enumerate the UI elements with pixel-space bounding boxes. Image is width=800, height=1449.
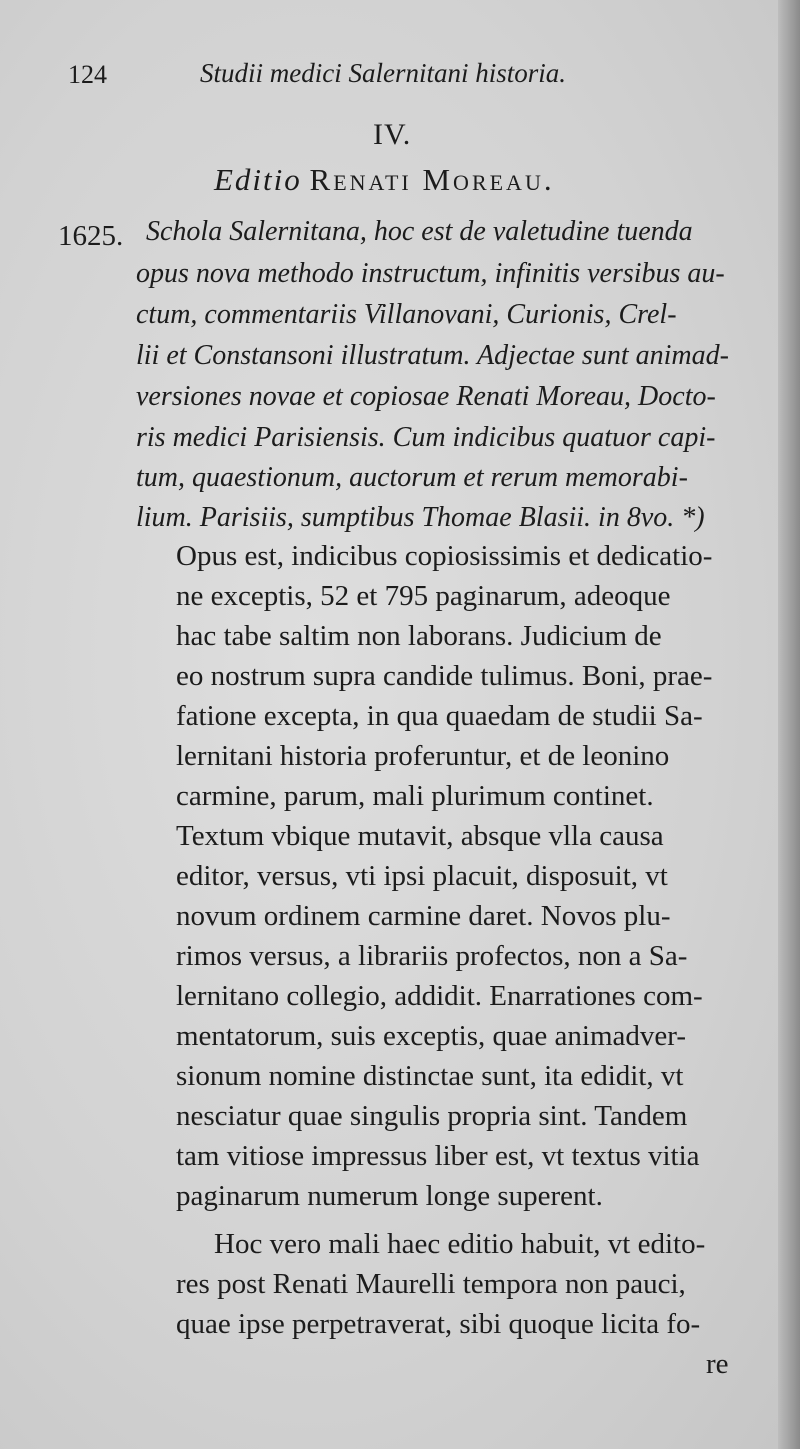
body-line: mentatorum, suis exceptis, quae animadver- [176,1020,686,1052]
page-edge-shadow [778,0,800,1449]
body-line: eo nostrum supra candide tulimus. Boni, prae- [176,660,713,692]
body-line: sionum nomine distinctae sunt, ita edidit, vt [176,1060,684,1092]
edition-word: Editio [214,162,302,197]
body-line: ne exceptis, 52 et 795 paginarum, adeoque [176,580,671,612]
title-line: Schola Salernitana, hoc est de valetudine tuenda [146,216,693,247]
body-line: nesciatur quae singulis propria sint. Tandem [176,1100,688,1132]
title-line: lium. Parisiis, sumptibus Thomae Blasii. in 8vo. *) [136,502,705,533]
body-line: hac tabe saltim non laborans. Judicium de [176,620,662,652]
body-line: Hoc vero mali haec editio habuit, vt edito- [214,1228,706,1260]
body-line: rimos versus, a librariis profectos, non a Sa- [176,940,688,972]
body-line: lernitani historia proferuntur, et de leonino [176,740,670,772]
title-line: versiones novae et copiosae Renati Moreau, Docto- [136,381,716,412]
title-line: ctum, commentariis Villanovani, Curionis, Crel- [136,299,677,330]
title-line: lii et Constansoni illustratum. Adjectae sunt animad- [136,340,729,371]
body-line: paginarum numerum longe superent. [176,1180,603,1212]
entry-year: 1625. [58,220,124,252]
body-line: tam vitiose impressus liber est, vt textus vitia [176,1140,700,1172]
body-line: Textum vbique mutavit, absque vlla causa [176,820,664,852]
body-line: fatione excepta, in qua quaedam de studii Sa- [176,700,703,732]
title-line: tum, quaestionum, auctorum et rerum memorabi- [136,462,688,493]
edition-heading [214,162,555,198]
title-line: ris medici Parisiensis. Cum indicibus quatuor capi- [136,422,716,453]
body-line: quae ipse perpetraverat, sibi quoque licita fo- [176,1308,701,1340]
section-number: IV. [373,118,412,151]
page-number: 124 [68,60,107,89]
running-title: Studii medici Salernitani historia. [200,58,566,88]
title-line: opus nova methodo instructum, infinitis versibus au- [136,258,725,289]
body-line: Opus est, indicibus copiosissimis et dedicatio- [176,540,713,572]
body-line: carmine, parum, mali plurimum continet. [176,780,654,812]
body-line: editor, versus, vti ipsi placuit, disposuit, vt [176,860,668,892]
body-line: res post Renati Maurelli tempora non pauci, [176,1268,686,1300]
body-line: lernitano collegio, addidit. Enarrationes com- [176,980,703,1012]
catchword: re [706,1348,729,1380]
edition-name: Renati Moreau. [309,162,555,197]
body-line: novum ordinem carmine daret. Novos plu- [176,900,671,932]
